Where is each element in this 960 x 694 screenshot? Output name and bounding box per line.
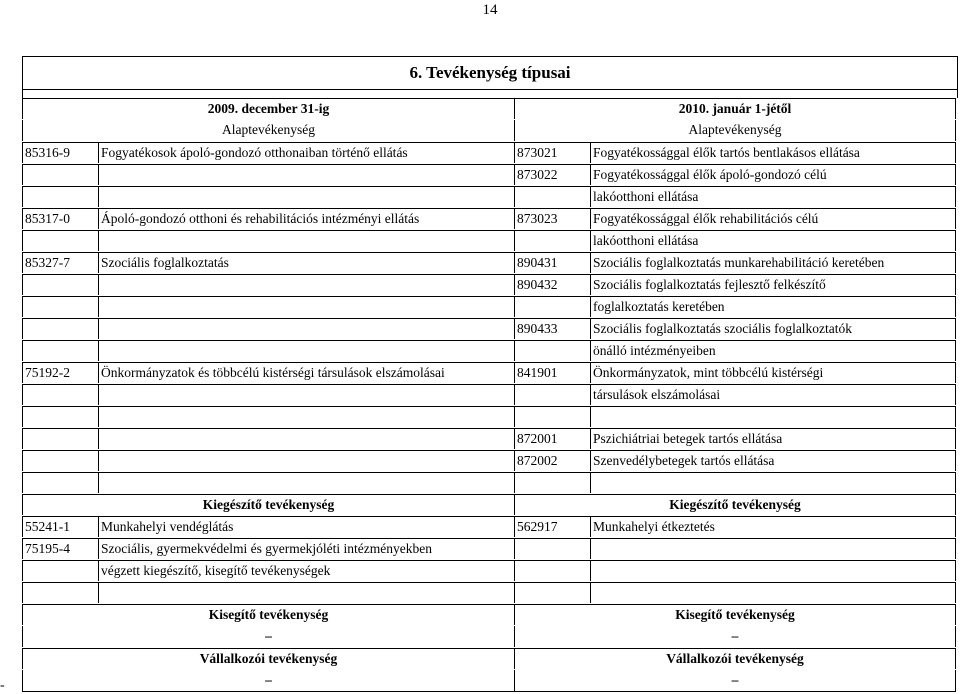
table-cell-c1	[22, 230, 98, 251]
table-cell-c2	[98, 318, 514, 339]
table-cell-c3	[514, 406, 590, 427]
table-cell-c3: 890431	[514, 252, 590, 273]
table-cell-c1: 75195-4	[22, 538, 98, 559]
table-cell-c1	[22, 450, 98, 471]
table-cell-c4: Pszichiátriai betegek tartós ellátása	[590, 428, 956, 449]
table-cell-c2: végzett kiegészítő, kisegítő tevékenységek	[98, 560, 514, 581]
table-cell-c4: Önkormányzatok, mint többcélú kistérségi	[590, 362, 956, 383]
business-left-value: –	[22, 670, 514, 691]
table-cell-c3	[514, 560, 590, 581]
table-cell-c1	[22, 274, 98, 295]
table-cell-c1	[22, 384, 98, 405]
table-cell-c1	[22, 340, 98, 361]
auxiliary-right-title: Kisegítő tevékenység	[514, 604, 956, 625]
table-cell-c4	[590, 560, 956, 581]
table-cell-c1: 85316-9	[22, 142, 98, 163]
table-cell-c1	[22, 318, 98, 339]
activity-types-table	[22, 56, 958, 687]
table-cell-c4: Szenvedélybetegek tartós ellátása	[590, 450, 956, 471]
table-cell-c1	[22, 406, 98, 427]
table-cell-c3	[514, 538, 590, 559]
table-cell-c4: Fogyatékossággal élők rehabilitációs célú	[590, 208, 956, 229]
table-cell-c1: 55241-1	[22, 516, 98, 537]
table-cell-c4	[590, 406, 956, 427]
auxiliary-right-value: –	[514, 626, 956, 647]
table-cell-c2	[98, 428, 514, 449]
business-left-title: Vállalkozói tevékenység	[22, 648, 514, 669]
table-cell-c4: foglalkoztatás keretében	[590, 296, 956, 317]
table-cell-c4: Fogyatékossággal élők tartós bentlakásos ellátása	[590, 142, 956, 163]
table-cell-c3: 872002	[514, 450, 590, 471]
table-cell-c4: Szociális foglalkoztatás fejlesztő felkészítő	[590, 274, 956, 295]
table-cell-c1: 85327-7	[22, 252, 98, 273]
left-period-header: 2009. december 31-ig	[22, 98, 514, 119]
table-cell-c2	[98, 296, 514, 317]
table-cell-c4: lakóotthoni ellátása	[590, 186, 956, 207]
table-cell-c2	[98, 186, 514, 207]
table-cell-c1	[22, 164, 98, 185]
section-title: 6. Tevékenység típusai	[22, 56, 958, 89]
right-main-header: Alaptevékenység	[514, 120, 956, 141]
table-cell-c4: Szociális foglalkoztatás szociális foglalkoztatók	[590, 318, 956, 339]
table-cell-c1: 85317-0	[22, 208, 98, 229]
right-period-header: 2010. január 1-jétől	[514, 98, 956, 119]
auxiliary-left-value: –	[22, 626, 514, 647]
table-cell-c3: 872001	[514, 428, 590, 449]
table-cell-c2: Ápoló-gondozó otthoni és rehabilitációs intézményi ellátás	[98, 208, 514, 229]
table-cell-c4: Munkahelyi étkeztetés	[590, 516, 956, 537]
business-right-value: –	[514, 670, 956, 691]
page-number: 14	[482, 2, 498, 18]
supplementary-left-title: Kiegészítő tevékenység	[22, 494, 514, 515]
table-cell-c2: Szociális, gyermekvédelmi és gyermekjóléti intézményekben	[98, 538, 514, 559]
table-cell-c3: 890432	[514, 274, 590, 295]
table-cell-c3: 873021	[514, 142, 590, 163]
table-cell-c3	[514, 186, 590, 207]
table-cell-c3	[514, 384, 590, 405]
table-cell-c2	[98, 406, 514, 427]
table-cell-c2	[98, 340, 514, 361]
table-cell-c2: Önkormányzatok és többcélú kistérségi társulások elszámolásai	[98, 362, 514, 383]
table-cell-c3	[514, 340, 590, 361]
table-cell-c2	[98, 230, 514, 251]
table-cell-c4: Fogyatékossággal élők ápoló-gondozó célú	[590, 164, 956, 185]
left-main-header: Alaptevékenység	[22, 120, 514, 141]
table-cell-c4: Szociális foglalkoztatás munkarehabilitáció keretében	[590, 252, 956, 273]
table-cell-c3: 873023	[514, 208, 590, 229]
table-cell-c2	[98, 164, 514, 185]
table-cell-c3: 562917	[514, 516, 590, 537]
table-cell-c3: 890433	[514, 318, 590, 339]
table-cell-c2	[98, 384, 514, 405]
table-cell-c4: társulások elszámolásai	[590, 384, 956, 405]
table-cell-c2: Munkahelyi vendéglátás	[98, 516, 514, 537]
table-cell-c1	[22, 428, 98, 449]
table-cell-c4: önálló intézményeiben	[590, 340, 956, 361]
spacer-row	[22, 89, 958, 98]
table-cell-c1: 75192-2	[22, 362, 98, 383]
table-cell-c2: Szociális foglalkoztatás	[98, 252, 514, 273]
table-cell-c4: lakóotthoni ellátása	[590, 230, 956, 251]
supplementary-right-title: Kiegészítő tevékenység	[514, 494, 956, 515]
table-cell-c3	[514, 230, 590, 251]
table-cell-c1	[22, 296, 98, 317]
business-right-title: Vállalkozói tevékenység	[514, 648, 956, 669]
table-cell-c2	[98, 450, 514, 471]
table-cell-c2: Fogyatékosok ápoló-gondozó otthonaiban történő ellátás	[98, 142, 514, 163]
table-cell-c1	[22, 186, 98, 207]
table-cell-c1	[22, 560, 98, 581]
table-cell-c3	[514, 296, 590, 317]
table-bottom-border	[22, 691, 956, 692]
table-cell-c3: 873022	[514, 164, 590, 185]
table-cell-c2	[98, 274, 514, 295]
table-cell-c3: 841901	[514, 362, 590, 383]
margin-mark: -	[0, 678, 5, 693]
auxiliary-left-title: Kisegítő tevékenység	[22, 604, 514, 625]
table-cell-c4	[590, 538, 956, 559]
